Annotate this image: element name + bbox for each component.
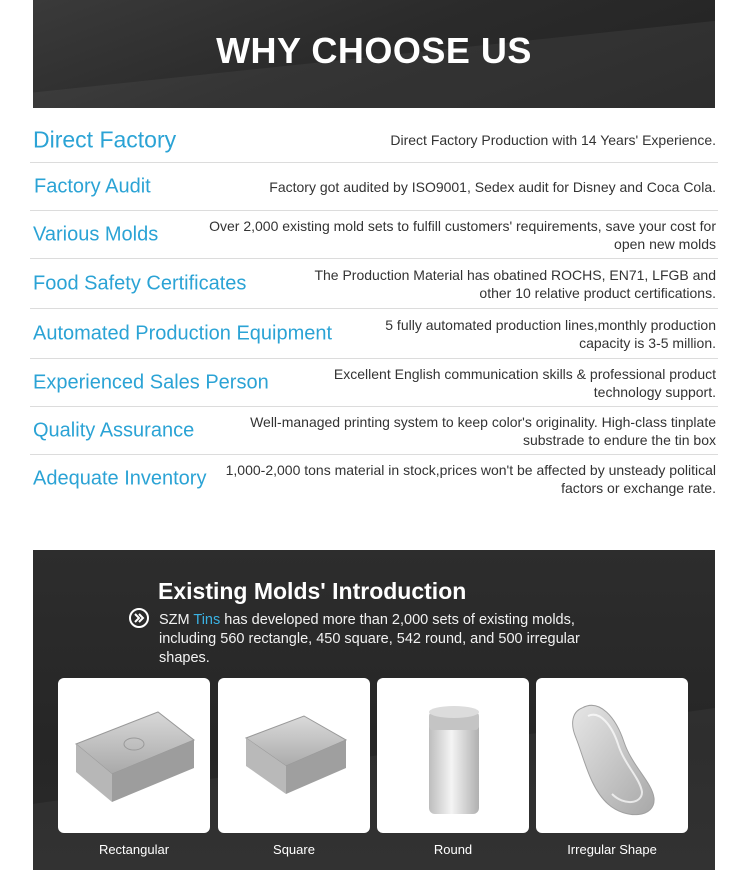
why-choose-us-banner xyxy=(33,0,715,108)
feature-row xyxy=(30,408,718,455)
tins-link[interactable]: Tins xyxy=(193,612,221,628)
feature-title: Direct Factory xyxy=(33,126,177,153)
mold-label: Rectangular xyxy=(98,842,170,857)
mold-card-rectangular[interactable] xyxy=(58,678,210,833)
feature-description: Well-managed printing system to keep color's originality. High-class tinplate substrade to endure the tin box xyxy=(250,414,716,448)
feature-description: The Production Material has obatined ROCHS, EN71, LFGB and other 10 relative product certifications. xyxy=(314,267,716,301)
irregular-shape-tin-image xyxy=(536,678,688,833)
feature-title: Quality Assurance xyxy=(33,419,195,442)
double-chevron-right-icon xyxy=(129,608,149,628)
feature-description: 5 fully automated production lines,monthly production capacity is 3-5 million. xyxy=(385,317,716,351)
feature-row xyxy=(30,456,718,502)
feature-description: Over 2,000 existing mold sets to fulfill customers' requirements, save your cost for open new molds xyxy=(209,218,716,252)
feature-title: Food Safety Certificates xyxy=(33,272,247,295)
feature-row xyxy=(30,118,718,163)
intro-suffix: has developed more than 2,000 sets of existing molds, including 560 rectangle, 450 square, 542 round, and 500 irregular shapes. xyxy=(159,612,580,666)
feature-row xyxy=(30,212,718,259)
feature-row xyxy=(30,164,718,211)
molds-title: Existing Molds' Introduction xyxy=(158,578,467,604)
molds-intro xyxy=(159,611,629,668)
feature-title: Factory Audit xyxy=(34,175,151,198)
intro-prefix: SZM xyxy=(159,612,194,628)
round-tin-image xyxy=(377,678,529,833)
feature-title: Automated Production Equipment xyxy=(33,322,333,345)
feature-title: Various Molds xyxy=(33,223,159,246)
square-tin-image xyxy=(218,678,370,833)
existing-molds-section xyxy=(33,550,715,870)
feature-description: 1,000-2,000 tons material in stock,prices won't be affected by unsteady political factors or exchange rate. xyxy=(225,462,716,496)
banner-title: WHY CHOOSE US xyxy=(216,30,532,71)
mold-card-square[interactable] xyxy=(218,678,370,833)
mold-card-irregular-shape[interactable] xyxy=(536,678,688,833)
mold-label: Square xyxy=(273,842,315,857)
mold-label: Irregular Shape xyxy=(567,842,657,857)
mold-card-round[interactable] xyxy=(377,678,529,833)
feature-row xyxy=(30,260,718,309)
feature-title: Experienced Sales Person xyxy=(33,371,269,394)
feature-description: Factory got audited by ISO9001, Sedex audit for Disney and Coca Cola. xyxy=(269,179,716,195)
rectangular-tin-image xyxy=(58,678,210,833)
feature-description: Direct Factory Production with 14 Years' Experience. xyxy=(390,132,716,148)
features-list xyxy=(30,118,718,503)
feature-title: Adequate Inventory xyxy=(33,467,207,490)
feature-description: Excellent English communication skills & professional product technology support. xyxy=(333,366,716,400)
feature-row xyxy=(30,360,718,407)
mold-label: Round xyxy=(433,842,473,857)
feature-row xyxy=(30,310,718,359)
